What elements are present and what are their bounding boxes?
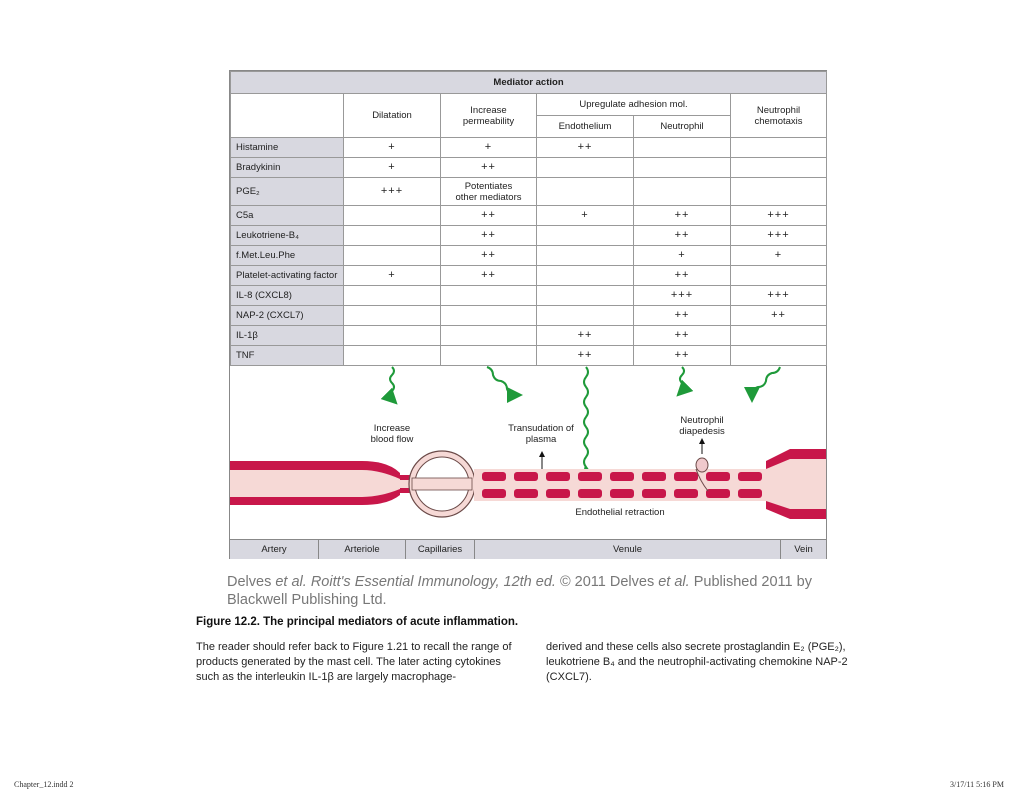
table-row	[231, 206, 827, 226]
figure-panel	[229, 70, 827, 559]
table-row	[231, 138, 827, 158]
arrow-diapedesis	[680, 367, 684, 391]
mediator-name: Histamine	[231, 138, 344, 158]
cell-permeability	[441, 286, 537, 306]
credit-line	[227, 573, 827, 609]
mediator-name: Leukotriene-B₄	[231, 226, 344, 246]
cell-neutrophil	[634, 158, 731, 178]
cell-chemotaxis	[731, 158, 827, 178]
cell-chemotaxis	[731, 178, 827, 206]
credit-authors: Delves	[227, 574, 272, 590]
segment-vein: Vein	[794, 544, 813, 555]
cell-permeability: ++	[441, 246, 537, 266]
arrow-transudation	[487, 367, 515, 395]
label-transudation: Transudation of plasma	[508, 423, 574, 445]
cell-dilatation: +	[344, 158, 441, 178]
arrow-retraction	[584, 367, 588, 477]
cell-neutrophil: ++	[634, 306, 731, 326]
mediator-name: C5a	[231, 206, 344, 226]
arrow-chemotaxis	[752, 367, 780, 395]
vessel-diagram	[230, 365, 826, 539]
table-row	[231, 306, 827, 326]
cell-chemotaxis: +	[731, 246, 827, 266]
header-endothelium: Endothelium	[537, 116, 634, 138]
cell-neutrophil	[634, 138, 731, 158]
label-neutrophil-diapedesis: Neutrophil diapedesis	[679, 415, 725, 437]
header-chemotaxis-label: Neutrophil chemotaxis	[754, 104, 803, 127]
segment-venule: Venule	[475, 540, 781, 559]
cell-chemotaxis	[731, 326, 827, 346]
cell-endothelium: ++	[537, 326, 634, 346]
cell-chemotaxis	[731, 346, 827, 366]
endothelial-cell	[674, 489, 698, 498]
mediator-name: IL-8 (CXCL8)	[231, 286, 344, 306]
cell-chemotaxis	[731, 138, 827, 158]
endothelial-cell	[546, 472, 570, 481]
header-chemotaxis	[731, 94, 827, 138]
credit-etal2: et al.	[658, 574, 690, 590]
endothelial-cell	[674, 472, 698, 481]
credit-published: Published 2011 by Blackwell Publishing Ltd.	[227, 574, 812, 608]
endothelial-cell	[642, 489, 666, 498]
cell-endothelium: ++	[537, 346, 634, 366]
cell-permeability	[441, 326, 537, 346]
label-endothelial-retraction: Endothelial retraction	[575, 507, 665, 518]
cell-permeability	[441, 306, 537, 326]
cell-endothelium	[537, 246, 634, 266]
cell-chemotaxis	[731, 266, 827, 286]
mediator-name: f.Met.Leu.Phe	[231, 246, 344, 266]
cell-endothelium	[537, 306, 634, 326]
cell-permeability: ++	[441, 266, 537, 286]
label-increase-blood-flow: Increase blood flow	[370, 423, 414, 445]
cell-chemotaxis: +++	[731, 206, 827, 226]
cell-chemotaxis: +++	[731, 286, 827, 306]
endothelial-cell	[610, 489, 634, 498]
cell-dilatation: +	[344, 266, 441, 286]
credit-book: Roitt's Essential Immunology, 12th ed.	[310, 574, 556, 590]
header-adhesion: Upregulate adhesion mol.	[537, 94, 731, 116]
mediator-name: Bradykinin	[231, 158, 344, 178]
body-column-2: derived and these cells also secrete prostaglandin E₂ (PGE₂), leukotriene B₄ and the neutrophil-activating chemokine NAP-2 (CXCL7).	[546, 641, 848, 683]
table-row	[231, 246, 827, 266]
endothelial-cell	[578, 489, 602, 498]
cell-endothelium	[537, 266, 634, 286]
table-row	[231, 226, 827, 246]
cell-endothelium: +	[537, 206, 634, 226]
table-row	[231, 158, 827, 178]
mediator-name: PGE₂	[231, 178, 344, 206]
cell-neutrophil: ++	[634, 346, 731, 366]
table-row	[231, 326, 827, 346]
cell-permeability: ++	[441, 206, 537, 226]
cell-dilatation	[344, 226, 441, 246]
table-row	[231, 178, 827, 206]
endothelial-cell	[738, 472, 762, 481]
header-dilatation: Dilatation	[344, 94, 441, 138]
cell-chemotaxis: ++	[731, 306, 827, 326]
credit-copyright: © 2011 Delves	[559, 574, 655, 590]
mediator-name: NAP-2 (CXCL7)	[231, 306, 344, 326]
cell-dilatation: +	[344, 138, 441, 158]
cell-dilatation	[344, 326, 441, 346]
cell-neutrophil: ++	[634, 206, 731, 226]
cell-neutrophil: ++	[634, 266, 731, 286]
table-row	[231, 286, 827, 306]
cell-neutrophil: ++	[634, 226, 731, 246]
endothelial-cell	[482, 489, 506, 498]
endothelial-cell	[706, 489, 730, 498]
cell-endothelium	[537, 226, 634, 246]
cell-endothelium	[537, 178, 634, 206]
credit-etal: et al.	[275, 574, 307, 590]
arrow-blood-flow	[390, 367, 394, 399]
cell-dilatation	[344, 286, 441, 306]
vessel-svg	[230, 365, 826, 539]
mediator-name: TNF	[231, 346, 344, 366]
cell-dilatation	[344, 246, 441, 266]
endothelial-cell	[610, 472, 634, 481]
endothelial-cell	[578, 472, 602, 481]
endothelial-cell	[546, 489, 570, 498]
cell-neutrophil: +++	[634, 286, 731, 306]
header-neutrophil: Neutrophil	[634, 116, 731, 138]
cell-permeability: ++	[441, 226, 537, 246]
mediator-name: IL-1β	[231, 326, 344, 346]
cell-dilatation	[344, 206, 441, 226]
mediator-name: Platelet-activating factor	[231, 266, 344, 286]
cell-permeability	[441, 346, 537, 366]
header-permeability-label: Increase permeability	[462, 104, 515, 127]
cell-dilatation	[344, 346, 441, 366]
body-column-1: The reader should refer back to Figure 1.21 to recall the range of products generated by the mast cell. The later acting cytokines such as the interleukin IL-1β are largely macrophage-	[196, 641, 512, 683]
cell-endothelium	[537, 286, 634, 306]
endothelial-cell	[514, 472, 538, 481]
segment-capillaries: Capillaries	[406, 540, 475, 559]
footer-right: 3/17/11 5:16 PM	[950, 780, 1004, 789]
cell-chemotaxis: +++	[731, 226, 827, 246]
cell-endothelium	[537, 158, 634, 178]
cell-endothelium: ++	[537, 138, 634, 158]
endothelial-cell	[642, 472, 666, 481]
segment-artery: Artery	[230, 540, 319, 559]
cell-permeability: Potentiates other mediators	[441, 178, 537, 206]
figure-caption: Figure 12.2. The principal mediators of acute inflammation.	[196, 616, 519, 628]
cell-permeability: ++	[441, 158, 537, 178]
header-permeability	[441, 94, 537, 138]
vessel-segment-bar	[230, 539, 826, 559]
table-row	[231, 266, 827, 286]
header-blank	[231, 94, 344, 138]
footer-left: Chapter_12.indd 2	[14, 780, 74, 789]
cell-neutrophil: ++	[634, 326, 731, 346]
segment-arteriole: Arteriole	[319, 540, 406, 559]
endothelial-cell	[738, 489, 762, 498]
endothelial-cell	[482, 472, 506, 481]
cell-neutrophil: +	[634, 246, 731, 266]
table-row	[231, 346, 827, 366]
cell-neutrophil	[634, 178, 731, 206]
endothelial-cell	[514, 489, 538, 498]
cell-permeability: +	[441, 138, 537, 158]
table-title: Mediator action	[231, 72, 827, 94]
endothelial-cell	[706, 472, 730, 481]
mediator-table	[230, 71, 827, 366]
cell-dilatation: +++	[344, 178, 441, 206]
cell-dilatation	[344, 306, 441, 326]
